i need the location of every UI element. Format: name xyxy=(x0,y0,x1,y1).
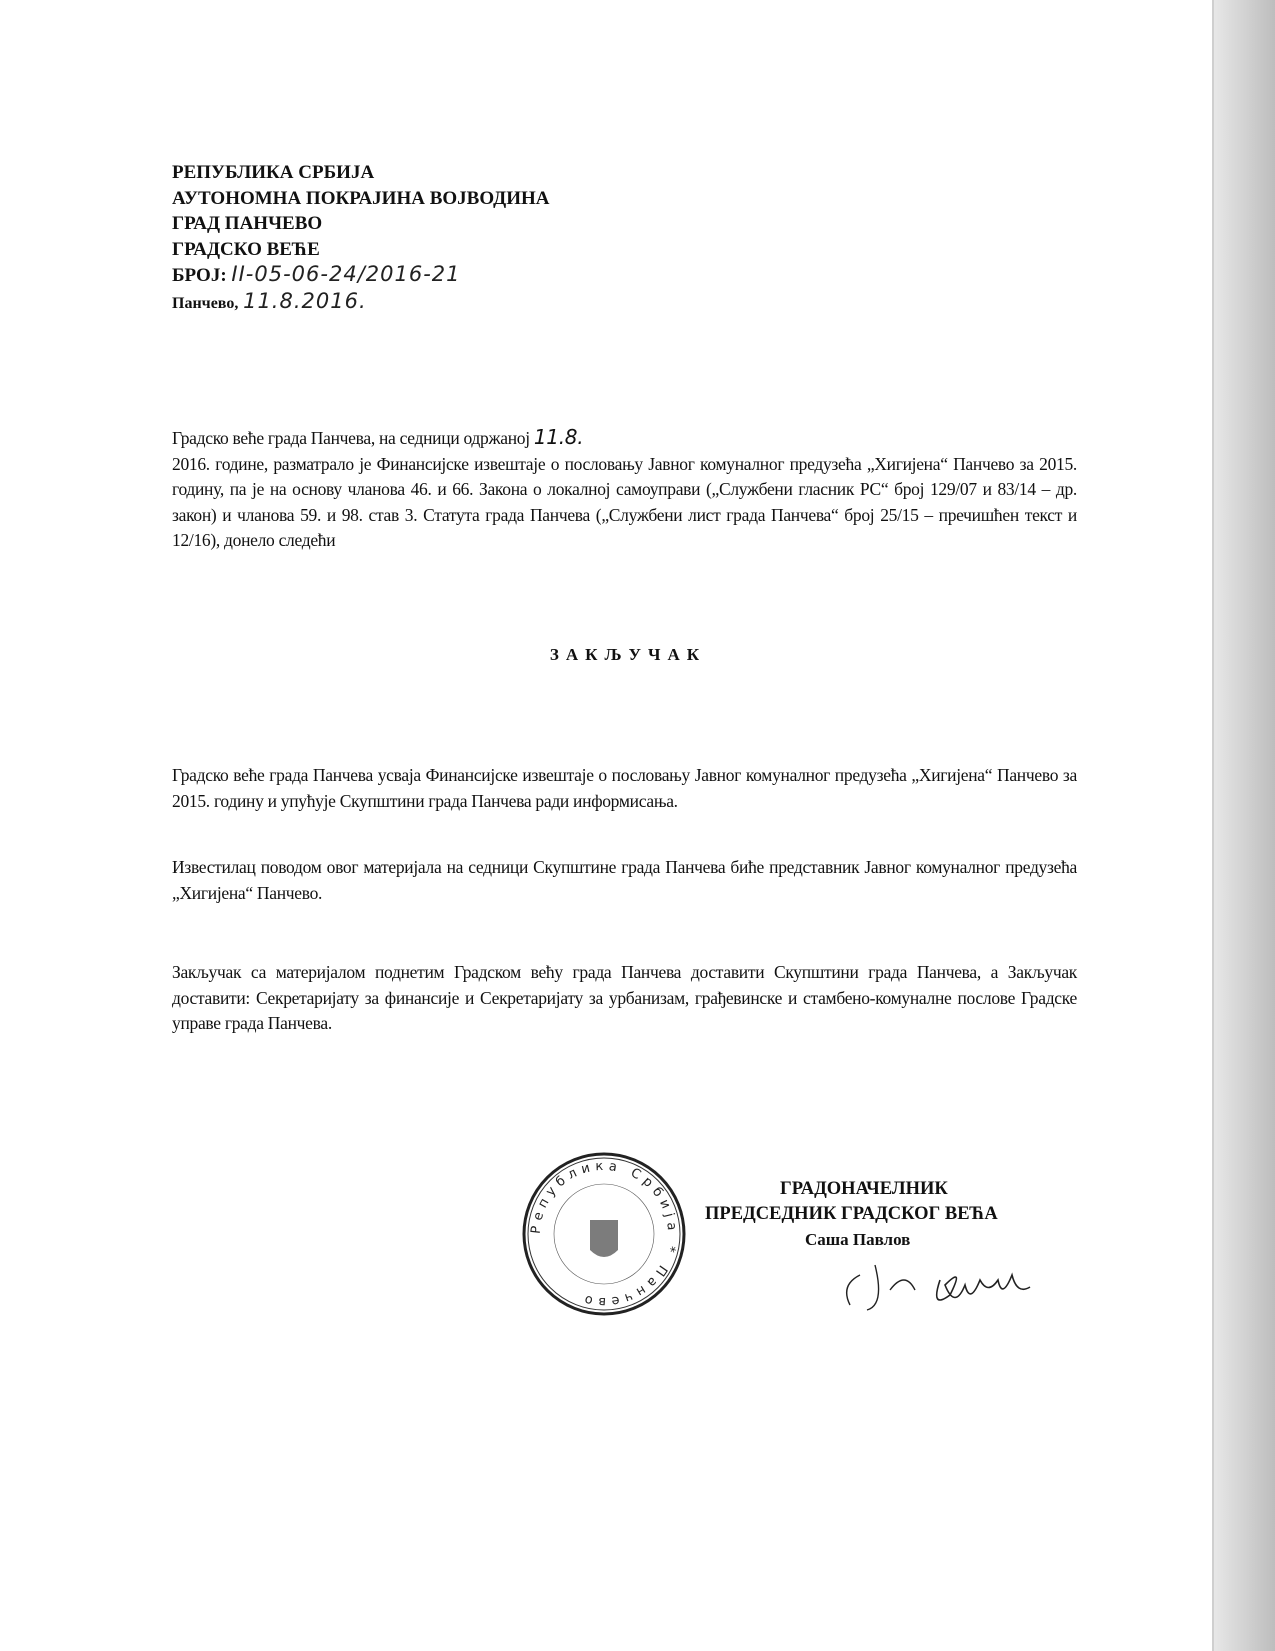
intro-text-start: Градско веће града Панчева, на седници одржаној xyxy=(172,428,530,448)
document-header xyxy=(172,160,550,316)
intro-first-line xyxy=(172,425,1077,452)
scan-edge-line xyxy=(1212,0,1214,1651)
stamp-text: Република Србија * Панчево xyxy=(528,1158,680,1310)
header-number xyxy=(172,262,550,289)
header-place-date xyxy=(172,289,550,317)
signature-title-president: ПРЕДСЕДНИК ГРАДСКОГ ВЕЋА xyxy=(705,1204,998,1224)
handwritten-date: 11.8.2016. xyxy=(243,288,367,313)
handwritten-session-date: 11.8. xyxy=(533,425,584,449)
header-council: ГРАДСКО ВЕЋЕ xyxy=(172,238,320,260)
handwritten-signature xyxy=(640,1255,1060,1325)
document-title: ЗАКЉУЧАК xyxy=(549,645,707,664)
conclusion-paragraph-2: Известилац поводом овог материјала на седници Скупштине града Панчева биће представник Јавног комуналног предузећа „Хигијена“ Панчево. xyxy=(172,857,1077,903)
conclusion-paragraph-3: Закључак са материјалом поднетим Градском већу града Панчева доставити Скупштини града Панчева, а Закључак доставити: Секретаријату за финансије и Секретаријату за урбанизам, грађевинске и стамбено-комуналне послове Градске управе града Панчева. xyxy=(172,962,1077,1033)
intro-paragraph xyxy=(172,425,1077,554)
signature-name: Саша Павлов xyxy=(805,1230,911,1249)
signature-title-mayor: ГРАДОНАЧЕЛНИК xyxy=(780,1179,948,1199)
conclusion-paragraph-1: Градско веће града Панчева усваја Финансијске извештаје о пословању Јавног комуналног предузећа „Хигијена“ Панчево за 2015. годину и упућује Скупштини града Панчева ради информисања. xyxy=(172,765,1077,811)
scan-edge xyxy=(1213,0,1275,1651)
number-label: БРОЈ: xyxy=(172,265,227,286)
handwritten-number: II-05-06-24/2016-21 xyxy=(231,262,461,286)
place-label: Панчево, xyxy=(172,294,239,312)
header-republic: РЕПУБЛИКА СРБИЈА xyxy=(172,162,375,183)
intro-text-end: 2016. године, разматрало је Финансијске извештаје о пословању Јавног комуналног предузећа „Хигијена“ Панчево за 2015. годину, па је на основу чланова 46. и 66. Закона о локалној самоуправи („Службени гласник РС“ број 129/07 и 83/14 – др. закон) и чланова 59. и 98. став 3. Статута града Панчева („Службени лист града Панчева“ број 25/15 – пречишћен текст и 12/16), донело следећи xyxy=(172,453,1077,550)
header-city: ГРАД ПАНЧЕВО xyxy=(172,213,323,234)
header-province: АУТОНОМНА ПОКРАЈИНА ВОЈВОДИНА xyxy=(172,187,550,209)
